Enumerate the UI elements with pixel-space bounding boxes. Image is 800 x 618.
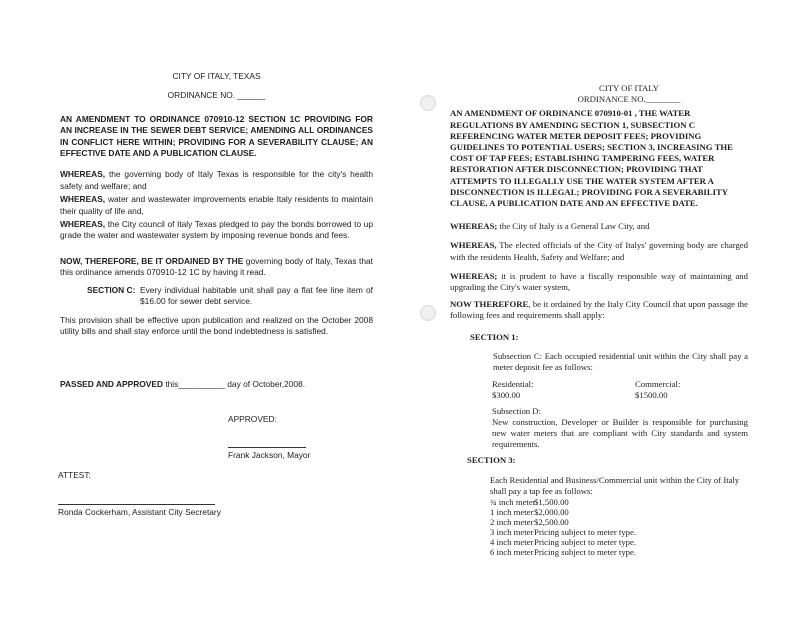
section-c-text: Every individual habitable unit shall pay a flat fee line item of $16.00 for sewer debt service.	[140, 284, 373, 307]
section-3-text: Each Residential and Business/Commercial unit within the City of Italy shall pay a tap fee as follows:	[490, 474, 740, 496]
ordinance-number: ORDINANCE NO. ______	[167, 90, 266, 101]
whereas-clause: WHEREAS, The elected officials of the City of Italys' governing body are charged with the residents Health, Safety and Welfare; and	[450, 240, 748, 262]
section-c-label: SECTION C:	[87, 284, 136, 295]
whereas-clause: WHEREAS, the City council of Italy Texas pledged to pay the bonds borrowed to up grade the water and wastewater system by imposing revenue bonds and fees.	[60, 219, 373, 241]
mayor-signature-line	[228, 447, 306, 448]
whereas-clause: WHEREAS, water and wastewater improvements enable Italy residents to maintain their quality of life and,	[60, 194, 373, 216]
subsection-c-text: Subsection C: Each occupied residential unit within the City shall pay a meter deposit fee as follows:	[493, 350, 748, 373]
tap-fee-row: ¾ inch meter$1,500.00	[490, 497, 569, 508]
mayor-name: Frank Jackson, Mayor	[228, 450, 311, 461]
whereas-clause: WHEREAS; it is prudent to have a fiscally responsible way of maintaining and upgrading the City's water system,	[450, 270, 748, 293]
tap-fee-row: 2 inch meter$2,500.00	[490, 517, 569, 528]
section-c	[87, 285, 373, 308]
whereas-clause: WHEREAS; the City of Italy is a General Law City, and	[450, 221, 650, 232]
commercial-deposit: Commercial: $1500.00	[635, 379, 681, 401]
now-therefore-clause: NOW, THEREFORE, BE IT ORDAINED BY THE governing body of Italy, Texas that this ordinance amends 070910-12 1C by having it read.	[60, 255, 373, 278]
secretary-signature-line	[58, 504, 215, 505]
tap-fee-row: 6 inch meterPricing subject to meter type.	[490, 547, 637, 558]
residential-deposit: Residential: $300.00	[492, 379, 534, 401]
subsection-d-label: Subsection D:	[492, 405, 541, 416]
tap-fee-row: 4 inch meterPricing subject to meter type.	[490, 537, 637, 548]
city-heading: CITY OF ITALY, TEXAS	[172, 71, 261, 81]
subsection-d-text: New construction, Developer or Builder is responsible for purchasing new water meters that are compliant with City standards and system requirements.	[492, 416, 748, 450]
section-3-heading: SECTION 3:	[467, 455, 516, 466]
deposit-fees	[492, 379, 748, 401]
city-heading: CITY OF ITALY	[599, 83, 659, 93]
punch-hole	[420, 95, 436, 111]
tap-fee-row: 3 inch meterPricing subject to meter type.	[490, 527, 637, 538]
ordinance-caption: AN AMENDMENT TO ORDINANCE 070910-12 SECTION 1C PROVIDING FOR AN INCREASE IN THE SEWER DEBT SERVICE; AMENDING ALL ORDINANCES IN CONFLICT HERE WITHIN; PROVIDING FOR A SEVERABILITY CLAUSE; AN EFFECTIVE DATE AND A PUBLICATION CLAUSE.	[60, 113, 373, 159]
right-ordinance-page	[400, 0, 800, 618]
attest-label: ATTEST:	[58, 469, 91, 480]
punch-hole	[420, 305, 436, 321]
section-1-heading: SECTION 1:	[470, 331, 519, 342]
provision-text: This provision shall be effective upon publication and realized on the October 2008 utility bills and shall stay enforce until the bond indebtedness is satisfied.	[60, 314, 373, 336]
whereas-clause: WHEREAS, the governing body of Italy Texas is responsible for the city's health safety and welfare; and	[60, 169, 373, 191]
tap-fee-row: 1 inch meter$2,000.00	[490, 507, 569, 518]
ordinance-number: ORDINANCE NO.________	[577, 94, 681, 105]
secretary-name: Ronda Cockerham, Assistant City Secretary	[58, 506, 221, 517]
ordinance-caption: AN AMENDMENT OF ORDINANCE 070910-01 , THE WATER REGULATIONS BY AMENDING SECTION 1, SUBSECTION C REFERENCING WATER METER DEPOSIT FEES; PROVIDING GUIDELINES TO POTENTIAL USERS; SECTION 3, INCREASING THE COST OF TAP FEES; ESTABLISHING TAMPERING FEES, WATER RESTORATION AFTER DISCONNECTION; PROVIDING THAT ATTEMPTS TO ILLEGALLY USE THE WATER SYSTEM AFTER A DISCONNECTION IS ILLEGAL; PROVIDING FOR A SEVERABILITY CLAUSE, A PUBLICATION DATE AND AN EFFECTIVE DATE.	[450, 108, 733, 209]
approved-label: APPROVED:	[228, 413, 277, 424]
passed-and-approved: PASSED AND APPROVED this__________ day of October,2008.	[60, 379, 306, 390]
now-therefore-clause: NOW THEREFORE, be it ordained by the Italy City Council that upon passage the following fees and requirements shall apply:	[450, 299, 749, 321]
